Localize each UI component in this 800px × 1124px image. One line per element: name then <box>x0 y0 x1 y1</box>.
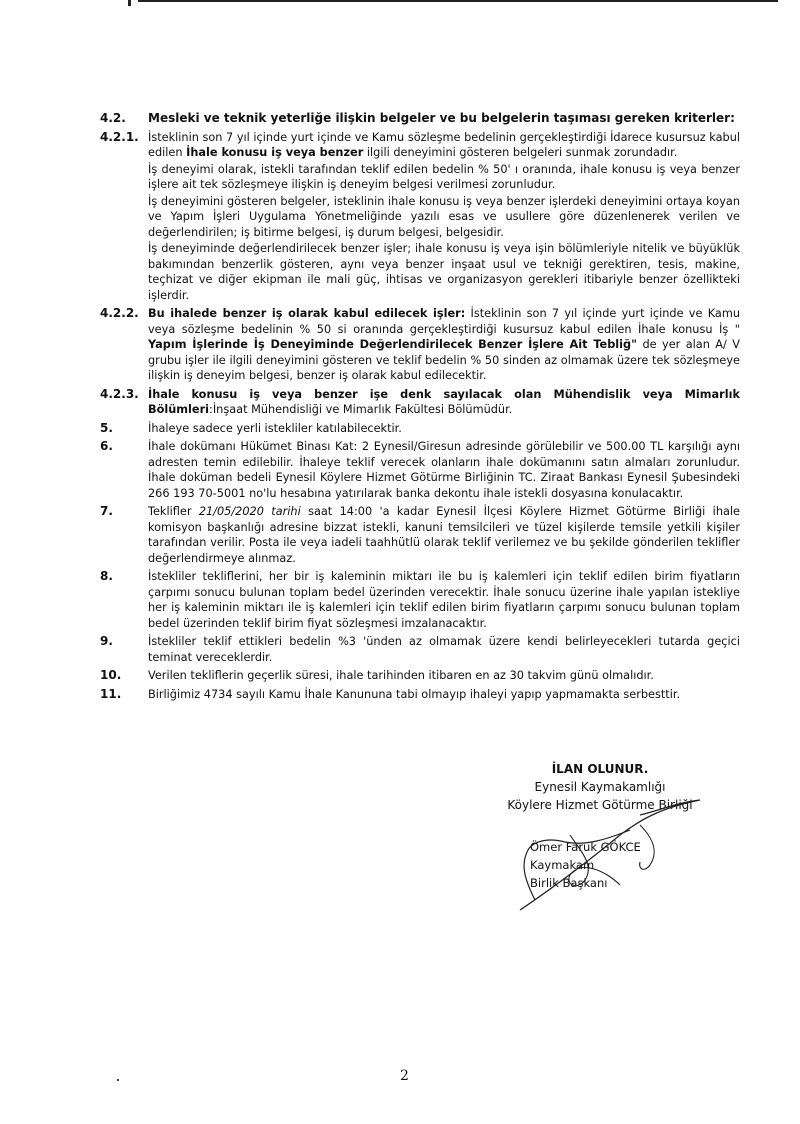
paragraph <box>148 569 740 631</box>
section-number: 4.2.1. <box>100 129 139 144</box>
text-run: Yapım İşlerinde İş Deneyiminde Değerlendirilecek Benzer İşlere Ait Tebliğ" <box>148 338 638 351</box>
section-number: 6. <box>100 439 113 453</box>
section-text <box>148 439 740 502</box>
paragraph <box>148 421 740 437</box>
section-number: 9. <box>100 634 113 648</box>
section-item <box>100 687 740 704</box>
text-run: İsteklinin son 7 yıl içinde yurt içinde ve Kamu sözleşme bedelinin gerçekleştirdiği İdarece kusursuz kabul edilen <box>148 130 740 159</box>
paragraph <box>148 504 740 566</box>
section-item <box>100 306 740 385</box>
text-run: İş deneyimini gösteren belgeler, isteklinin ihale konusu iş veya benzer işlerdeki deneyimini ortaya koyan ve Yapım İşleri Uygulama Yönetmeliğinde yazılı esas ve usullere göre düzenlenerek verilen ve değerlendirilen; iş bitirme belgesi, iş durum belgesi, belgesidir. <box>148 194 740 239</box>
paragraph <box>148 194 740 241</box>
paragraph <box>148 439 740 501</box>
text-run: 21/05/2020 tarihi <box>198 505 301 518</box>
text-run: İstekliler teklif ettikleri bedelin %3 'ünden az olmamak üzere kendi belirleyecekleri tutarda geçici teminat vereceklerdir. <box>148 635 740 664</box>
text-run: saat 14:00 'a kadar Eynesil İlçesi Köylere Hizmet Götürme Birliği ihale komisyon başkanlığı adresine bizzat istekli, kanuni temsilcileri ve tüzel kişilerde temsile yetkili kişiler tarafından verilir. Posta ile veya iadeli taahhütlü olarak teklif verilemez ve bu şekilde gönderilen teklifler değerlendirmeye alınmaz. <box>148 505 740 565</box>
section-number: 7. <box>100 504 113 518</box>
signatory-name: Ömer Faruk GÖKCE <box>530 840 641 854</box>
section-item <box>100 504 740 567</box>
section-number: 11. <box>100 686 122 701</box>
section-text <box>148 421 740 438</box>
section-number: 4.2.3. <box>100 386 139 401</box>
text-run: İhale konusu iş veya benzer işe denk sayılacak olan Mühendislik veya Mimarlık Bölümleri <box>148 387 740 416</box>
section-text <box>148 687 740 704</box>
text-run: de yer alan A/ V grubu işler ile ilgili deneyimini gösteren ve teklif bedelin % 50 sinden az olmamak üzere tek sözleşmeye ilişkin iş deneyim belgesi, benzer iş olarak kabul edilecektir. <box>148 338 741 382</box>
signatory-role-1: Kaymakam <box>530 858 595 872</box>
text-run: İhaleye sadece yerli istekliler katılabilecektir. <box>148 421 402 435</box>
section-number: 4.2. <box>100 111 126 125</box>
paragraph <box>148 634 740 665</box>
signatory-role-2: Birlik Başkanı <box>530 876 608 890</box>
section-number: 8. <box>100 569 113 583</box>
paragraph <box>148 687 740 703</box>
institution-line-2: Köylere Hizmet Götürme Birliği <box>507 798 693 812</box>
paragraph <box>148 241 740 303</box>
handwritten-signature <box>510 780 710 920</box>
paragraph <box>148 387 740 418</box>
section-number: 5. <box>100 420 113 435</box>
section-text <box>148 130 740 305</box>
announcement-title: İLAN OLUNUR. <box>551 762 649 776</box>
text-run: Verilen tekliflerin geçerlik süresi, ihale tarihinden itibaren en az 30 takvim günü olmalıdır. <box>148 669 654 682</box>
paragraph <box>148 111 740 127</box>
section-item <box>100 668 740 685</box>
page-number: 2 <box>400 1068 409 1084</box>
text-run: ilgili deneyimini gösteren belgeleri sunmak zorundadır. <box>363 146 678 159</box>
text-run: Bu ihalede benzer iş olarak kabul edilecek işler: <box>148 307 466 320</box>
text-run: Birliğimiz 4734 sayılı Kamu İhale Kanununa tabi olmayıp ihaleyi yapıp yapmamakta serbesttir. <box>148 687 681 701</box>
top-rule <box>138 0 778 2</box>
top-mark <box>128 0 131 6</box>
section-item <box>100 111 740 128</box>
section-text <box>148 306 740 385</box>
text-run: İsteklinin son 7 yıl içinde yurt içinde ve Kamu veya sözleşme bedelinin % 50 si oranında gerçekleştirdiği kusursuz kabul edilen İhale konusu İş " <box>148 307 740 336</box>
section-text <box>148 504 740 567</box>
section-item <box>100 387 740 419</box>
section-item <box>100 569 740 632</box>
section-item <box>100 634 740 666</box>
text-run: :İnşaat Mühendisliği ve Mimarlık Fakültesi Bölümüdür. <box>209 403 513 416</box>
text-run: İhale dokümanı Hükümet Binası Kat: 2 Eynesil/Giresun adresinde görülebilir ve 500.00 TL karşılığı aynı adresten temin edilebilir. İhaleye teklif verecek olanların ihale dokümanını satın almaları zorunludur. İhale doküman bedeli Eynesil Köylere Hizmet Götürme Birliğinin TC. Ziraat Bankası Eynesil Şubesindeki 266 193 70-5001 no'lu hesabına yatırılarak banka dekontu ihale istekli dosyasına konulacaktır. <box>148 440 740 500</box>
section-text <box>148 668 740 685</box>
scan-dot <box>117 1079 119 1081</box>
section-number: 4.2.2. <box>100 306 139 320</box>
text-run: Mesleki ve teknik yeterliğe ilişkin belgeler ve bu belgelerin taşıması gereken kriterler: <box>148 111 735 125</box>
text-run: İş deneyimi olarak, istekli tarafından teklif edilen bedelin % 50' ı oranında, ihale konusu iş veya benzer işlere ait tek sözleşmeye ilişkin iş deneyim belgesi verilmesi zorunludur. <box>148 162 740 191</box>
section-text <box>148 569 740 632</box>
section-item <box>100 439 740 502</box>
text-run: İstekliler tekliflerini, her bir iş kaleminin miktarı ile bu iş kalemleri için teklif edilen birim fiyatların çarpımı sonucu bulunan toplam bedel üzerinden verecektir. İhale sonucu üzerine ihale yapılan istekliye her iş kaleminin miktarı ile iş kalemleri için teklif edilen birim fiyatların çarpımı sonucu bulunan toplam bedel üzerinden teklif birim fiyat sözleşmesi imzalanacaktır. <box>148 570 740 630</box>
paragraph <box>148 668 740 684</box>
section-text <box>148 387 740 419</box>
text-run: İş deneyiminde değerlendirilecek benzer işler; ihale konusu iş veya işin bölümleriyle nitelik ve büyüklük bakımından benzerlik gösteren, aynı veya benzer inşaat usul ve tekniği gerektiren, tesis, makine, teçhizat ve diğer ekipman ile mali güç, ihtisas ve organizasyon gerekleri itibariyle benzer özellikteki işlerdir. <box>148 242 740 302</box>
paragraph <box>148 130 740 161</box>
text-run: Teklifler <box>148 505 199 518</box>
text-run: İhale konusu iş veya benzer <box>186 146 364 159</box>
section-item <box>100 421 740 438</box>
institution-line-1: Eynesil Kaymakamlığı <box>534 780 666 794</box>
paragraph <box>148 162 740 193</box>
section-text <box>148 111 740 128</box>
section-text <box>148 634 740 666</box>
paragraph <box>148 306 740 384</box>
document-body <box>100 111 740 705</box>
section-item <box>100 130 740 305</box>
section-number: 10. <box>100 668 122 682</box>
